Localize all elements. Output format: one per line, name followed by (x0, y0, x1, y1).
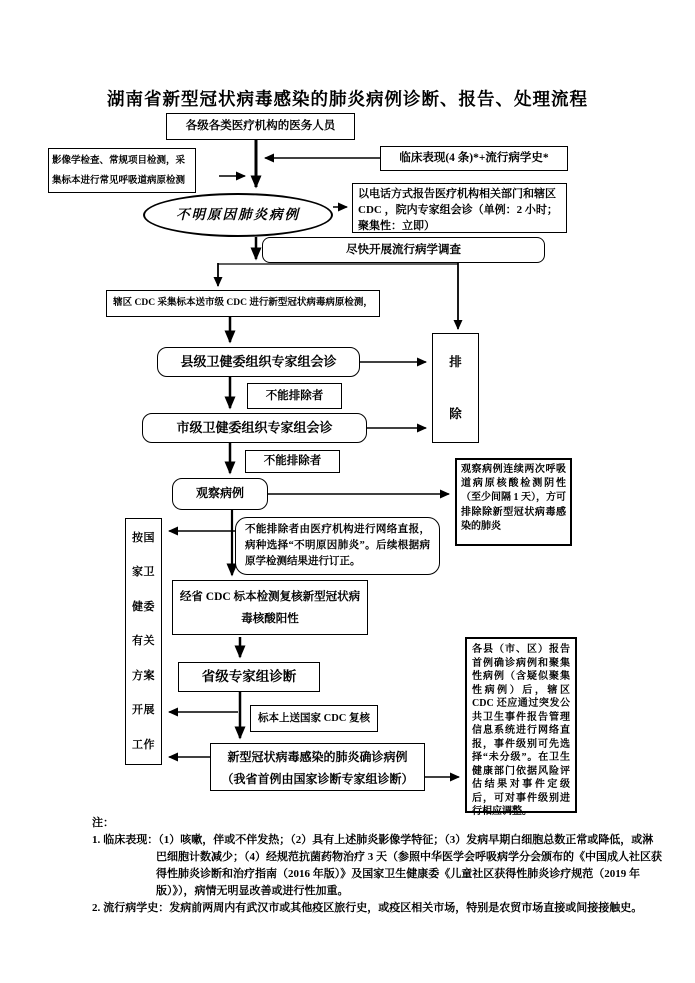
node-network-direct-report: 不能排除者由医疗机构进行网络直报，病种选择“不明原因肺炎”。后续根据病原学检测结果进行订正。 (235, 517, 440, 575)
node-provincial-expert-diagnosis: 省级专家组诊断 (178, 662, 320, 692)
node-epi-investigation: 尽快开展流行病学调查 (262, 237, 545, 263)
node-confirmed-case (210, 743, 425, 791)
confirmed-case-line1: 新型冠状病毒感染的肺炎确诊病例 (227, 750, 408, 764)
node-cdc-specimen-collect: 辖区 CDC 采集标本送市级 CDC 进行新型冠状病毒病原检测， (106, 290, 380, 317)
node-national-plan (125, 518, 162, 765)
node-medical-staff: 各级各类医疗机构的医务人员 (166, 113, 355, 140)
node-county-first-case-report: 各县（市、区）报告首例确诊病例和聚集性病例（含疑似聚集性病例）后，辖区 CDC 还应通过突发公共卫生事件报告管理信息系统进行网络直报，事件级别可先选择“未分级”。在卫生健康部门依据风险评估结果对事件定级后，可对事件级别进行相应调整。 (465, 637, 577, 813)
node-rule-out (432, 333, 479, 443)
national-plan-label: 按国家卫健委有关方案开展工作 (132, 531, 155, 751)
confirmed-case-line2: （我省首例由国家诊断专家组诊断） (221, 772, 414, 786)
node-phone-report: 以电话方式报告医疗机构相关部门和辖区 CDC ，院内专家组会诊（单例：2 小时；聚集性：立即） (352, 183, 567, 233)
node-unknown-pneumonia-case: 不明原因肺炎病例 (143, 193, 333, 237)
note-item-clinical (92, 832, 664, 900)
node-cannot-exclude-2: 不能排除者 (245, 450, 340, 473)
note-item-epidemiology (92, 900, 664, 917)
node-city-expert-consult: 市级卫健委组织专家组会诊 (142, 413, 367, 443)
note-text-1: 临床表现：（1）咳嗽，伴或不伴发热；（2）具有上述肺炎影像学特征；（3）发病早期白细胞总数正常或降低，或淋巴细胞计数减少；（4）经规范抗菌药物治疗 3 天（参照中华医学会呼吸病学分会颁布的《中国成人社区获得性肺炎诊断和治疗指南（2016 年版）》及国家卫生健康委《儿童社区获得性肺炎诊疗规范（2019 年版）》），病情无明显改善或进行性加重。 (103, 834, 662, 897)
node-clinical-criteria: 临床表现(4 条)*+流行病学史* (380, 146, 568, 171)
node-specimen-to-national-cdc: 标本上送国家 CDC 复核 (250, 705, 378, 732)
notes-section (92, 815, 664, 917)
rule-out-label: 排除 (449, 355, 462, 421)
node-county-expert-consult: 县级卫健委组织专家组会诊 (157, 347, 360, 377)
node-cannot-exclude-1: 不能排除者 (247, 383, 342, 409)
node-provincial-cdc-positive: 经省 CDC 标本检测复核新型冠状病毒核酸阳性 (172, 580, 368, 635)
node-imaging-tests: 影像学检查、常规项目检测，采集标本进行常见呼吸道病原检测 (48, 148, 196, 193)
node-observe-case: 观察病例 (172, 478, 268, 510)
node-negative-test-criteria: 观察病例连续两次呼吸道病原核酸检测阴性（至少间隔 1 天），方可排除除新型冠状病毒感染的肺炎 (455, 458, 572, 546)
note-text-2: 流行病学史：发病前两周内有武汉市或其他疫区旅行史，或疫区相关市场，特别是农贸市场直接或间接接触史。 (103, 902, 643, 914)
note-number-2: 2. (92, 902, 101, 914)
page-title: 湖南省新型冠状病毒感染的肺炎病例诊断、报告、处理流程 (107, 89, 588, 109)
notes-heading: 注： (92, 817, 114, 829)
note-number-1: 1. (92, 834, 101, 846)
